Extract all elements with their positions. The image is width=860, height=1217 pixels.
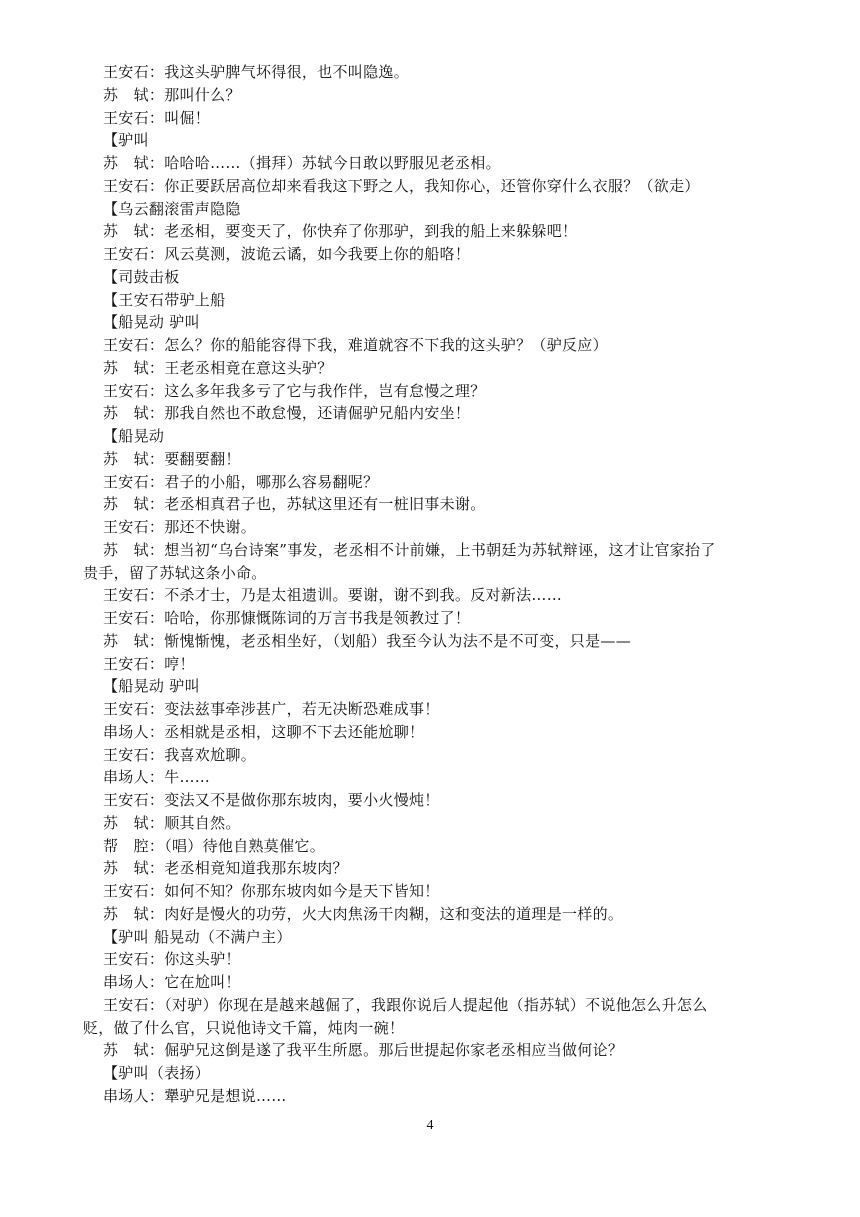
dialogue-line: 苏 轼：惭愧惭愧，老丞相坐好，（划船）我至今认为法不是不可变，只是——: [103, 631, 632, 650]
stage-direction: 【司鼓击板: [103, 267, 180, 286]
stage-direction: 【王安石带驴上船: [103, 290, 226, 309]
dialogue-line: 苏 轼：老丞相竟知道我那东坡肉？: [103, 859, 348, 878]
script-text: [0, 61, 860, 1108]
dialogue-line: 王安石：叫倔！: [103, 108, 211, 127]
dialogue-line: 串场人：丞相就是丞相，这聊不下去还能尬聊！: [103, 722, 425, 741]
dialogue-line: 王安石：哼！: [103, 654, 195, 673]
page-number: 4: [426, 1118, 434, 1133]
dialogue-continuation: 贵手，留了苏轼这条小命。: [83, 563, 267, 582]
dialogue-line: 王安石：风云莫测，波诡云谲，如今我要上你的船咯！: [103, 245, 471, 263]
stage-direction: 【驴叫（表扬）: [103, 1064, 211, 1082]
dialogue-line: 苏 轼：顺其自然。: [103, 813, 241, 832]
dialogue-line: 苏 轼：老丞相真君子也，苏轼这里还有一桩旧事未谢。: [103, 495, 486, 514]
dialogue-line: 王安石：怎么？你的船能容得下我，难道就容不下我的这头驴？（驴反应）: [103, 336, 608, 354]
dialogue-line: 王安石：那还不快谢。: [103, 518, 257, 536]
dialogue-line: 王安石：变法兹事牵涉甚广，若无决断恐难成事！: [103, 700, 440, 718]
dialogue-line: 苏 轼：要翻要翻！: [103, 449, 241, 468]
dialogue-line: 苏 轼：肉好是慢火的功劳，火大肉焦汤干肉糊，这和变法的道理是一样的。: [103, 904, 624, 923]
dialogue-line: 王安石：如何不知？你那东坡肉如今是天下皆知！: [103, 882, 440, 900]
dialogue-line: 王安石：这么多年我多亏了它与我作伴，岂有怠慢之理？: [103, 381, 486, 400]
stage-direction: 【驴叫: [103, 131, 149, 150]
dialogue-line: 王安石：不杀才士，乃是太祖遗训。要谢，谢不到我。反对新法……: [103, 586, 563, 605]
dialogue-line: 王安石：你正要跃居高位却来看我这下野之人，我知你心，还管你穿什么衣服？（欲走）: [103, 176, 700, 195]
dialogue-line: 苏 轼：老丞相，要变天了，你快弃了你那驴，到我的船上来躲躲吧！: [103, 222, 578, 241]
stage-direction: 【船晃动 驴叫: [103, 313, 200, 332]
dialogue-line: 王安石：我喜欢尬聊。: [103, 745, 257, 764]
dialogue-line: 串场人：它在尬叫！: [103, 973, 241, 991]
dialogue-line: 串场人：牛……: [103, 768, 211, 787]
dialogue-line: 苏 轼：王老丞相竟在意这头驴？: [103, 358, 333, 377]
dialogue-line: 苏 轼：那我自然也不敢怠慢，还请倔驴兄船内安坐！: [103, 404, 471, 423]
dialogue-line: 王安石：（对驴）你现在是越来越倔了，我跟你说后人提起他（指苏轼）不说他怎么升怎么: [103, 995, 708, 1014]
dialogue-line: 王安石：你这头驴！: [103, 950, 241, 969]
dialogue-line: 王安石：哈哈，你那慷慨陈词的万言书我是领教过了！: [103, 609, 471, 627]
stage-direction: 【驴叫 船晃动（不满户主）: [103, 927, 292, 946]
dialogue-line: 苏 轼：那叫什么？: [103, 85, 241, 104]
stage-direction: 【乌云翻滚雷声隐隐: [103, 199, 241, 218]
dialogue-line: 苏 轼：想当初“乌台诗案”事发，老丞相不计前嫌，上书朝廷为苏轼辩诬，这才让官家抬了: [103, 540, 716, 559]
dialogue-line: 王安石：变法又不是做你那东坡肉，要小火慢炖！: [103, 791, 440, 809]
dialogue-line: 苏 轼：倔驴兄这倒是遂了我平生所愿。那后世提起你家老丞相应当做何论？: [103, 1041, 624, 1060]
dialogue-line: 苏 轼：哈哈哈……（揖拜）苏轼今日敢以野服见老丞相。: [103, 154, 501, 172]
stage-direction: 【船晃动: [103, 427, 165, 445]
dialogue-line: 王安石：君子的小船，哪那么容易翻呢？: [103, 472, 379, 491]
dialogue-continuation: 贬，做了什么官，只说他诗文千篇，炖肉一碗！: [83, 1018, 405, 1037]
dialogue-line: 帮 腔：（唱）待他自熟莫催它。: [103, 836, 326, 855]
dialogue-line: 王安石：我这头驴脾气坏得很，也不叫隐逸。: [103, 63, 410, 81]
stage-direction: 【船晃动 驴叫: [103, 677, 200, 696]
dialogue-line: 串场人：犟驴兄是想说……: [103, 1086, 287, 1105]
